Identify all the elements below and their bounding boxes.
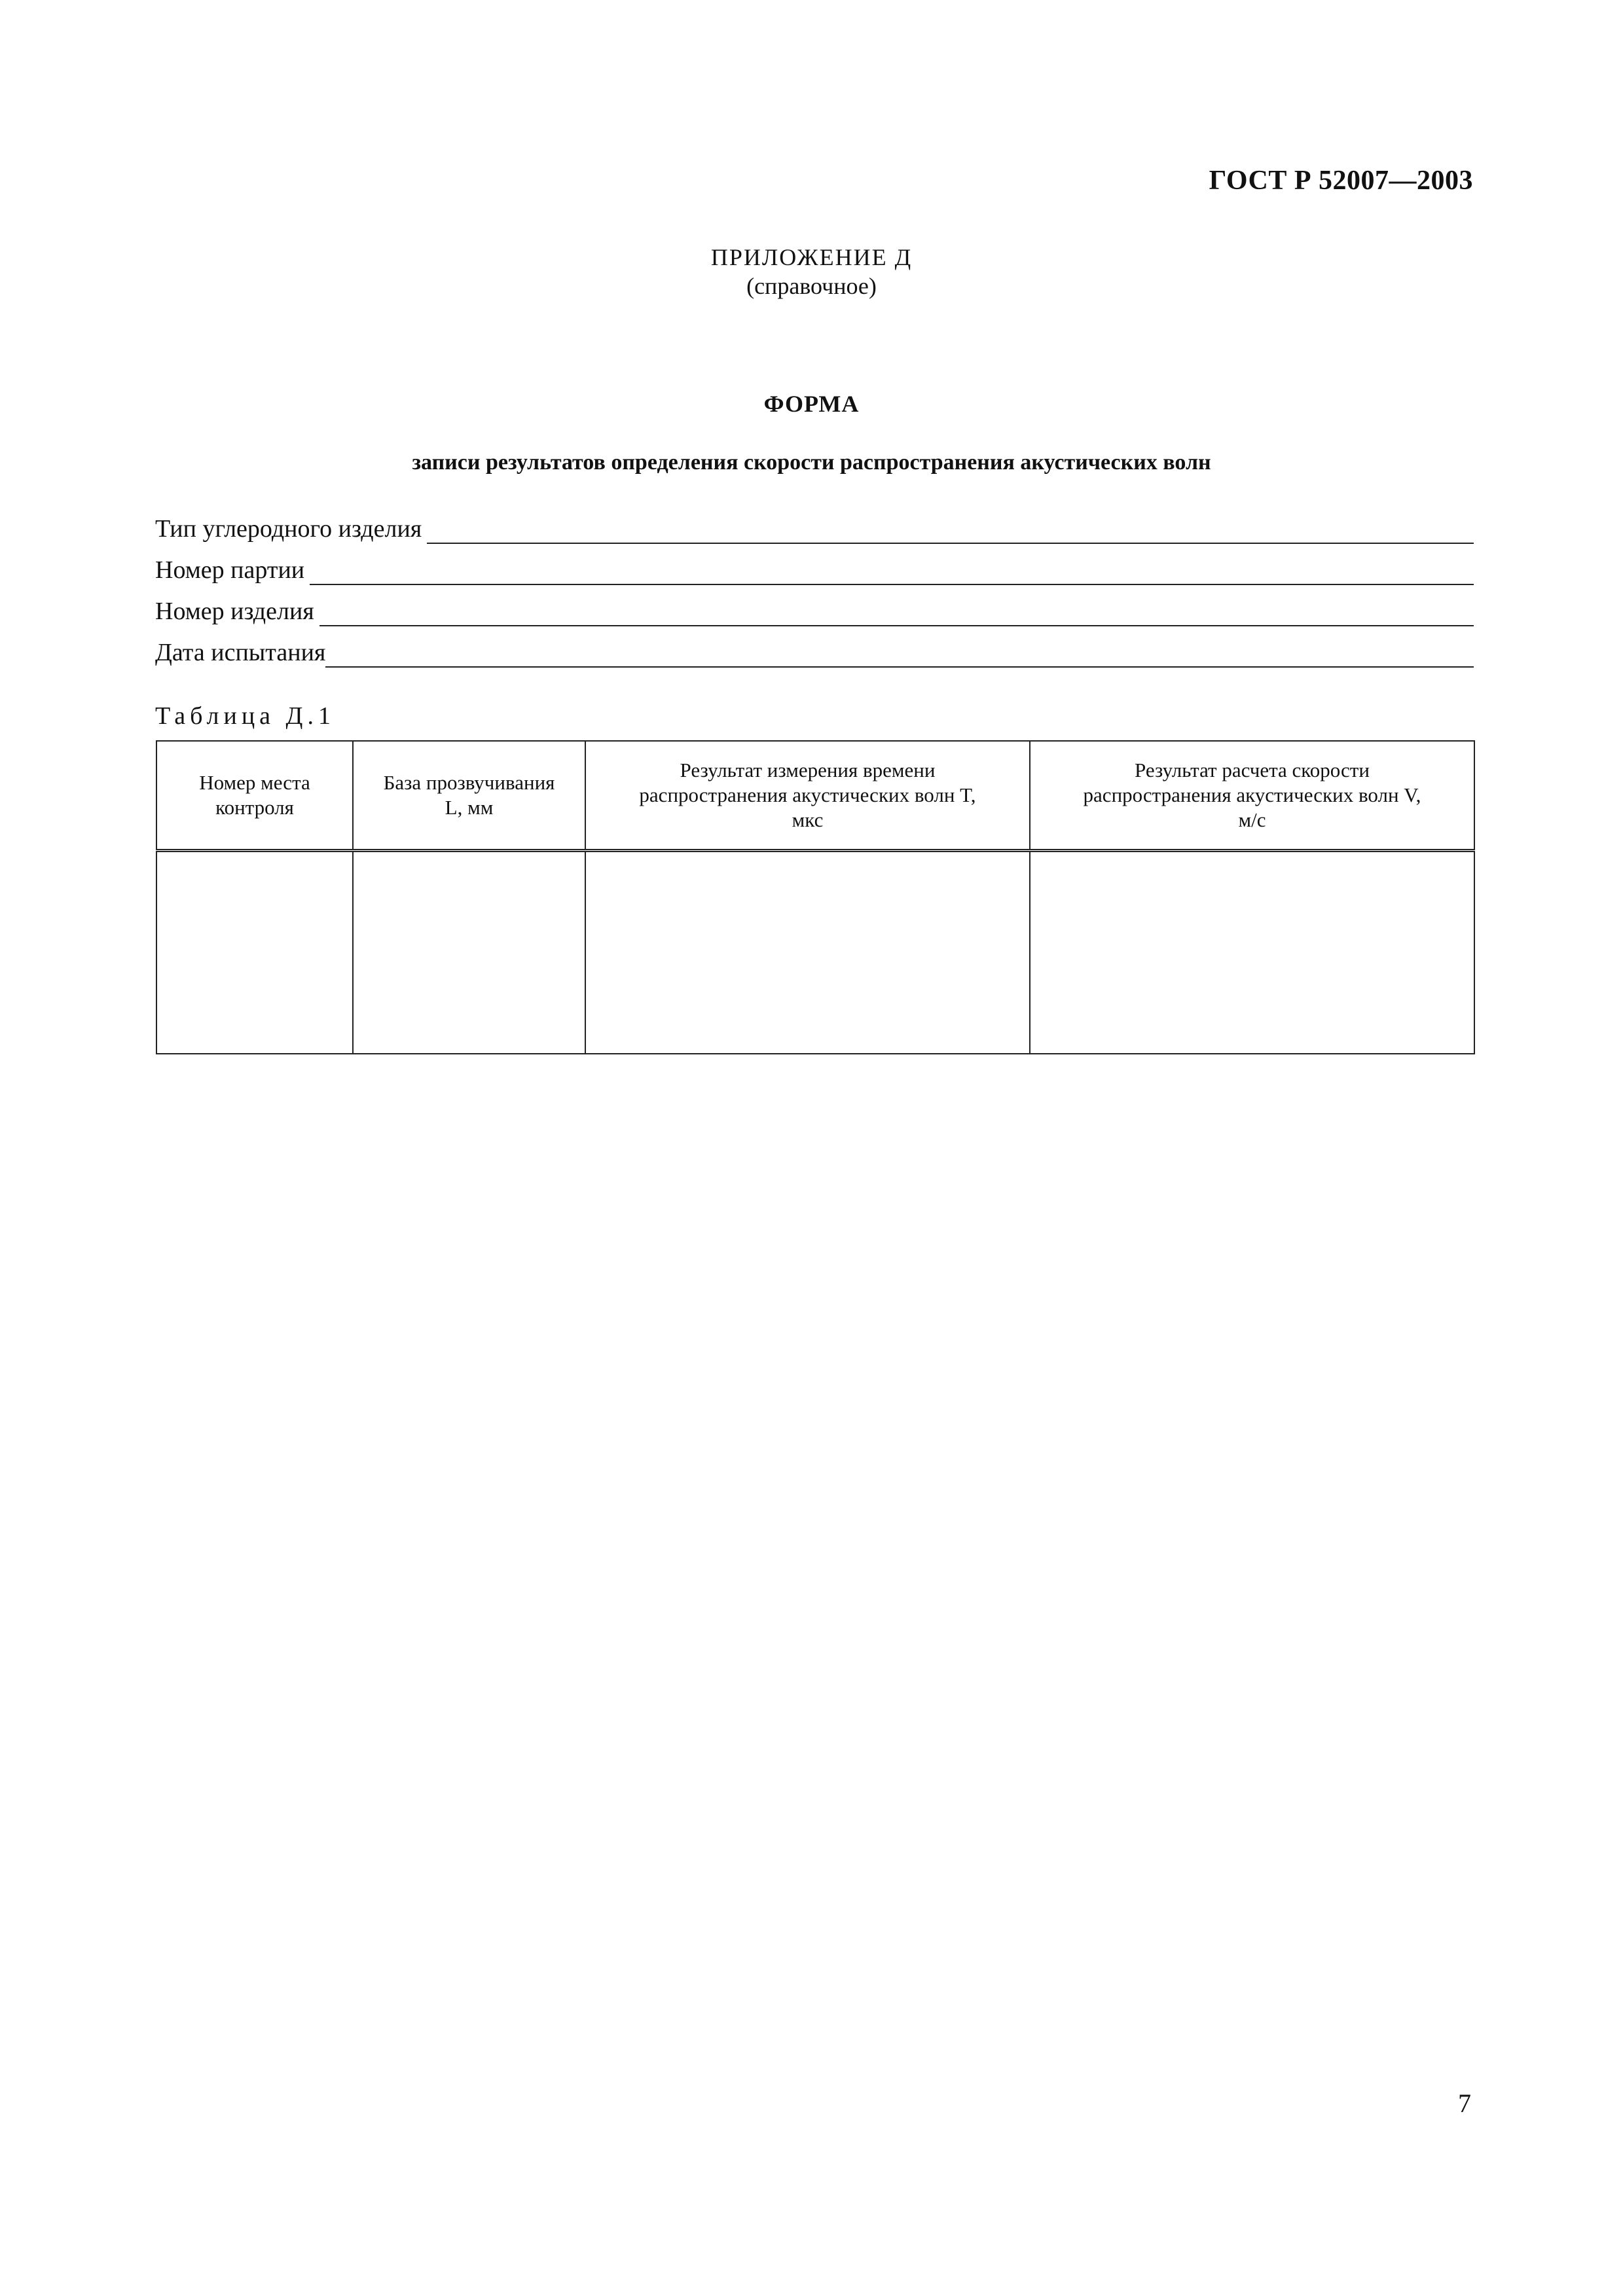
header-base-length-line2: L, мм: [445, 796, 494, 819]
header-velocity-result-line1: Результат расчета скорости: [1135, 759, 1370, 782]
table-header-row: [156, 741, 1474, 851]
field-test-date: [155, 626, 1474, 668]
header-time-result-line1: Результат измерения времени: [680, 759, 936, 782]
page-number: 7: [1458, 2089, 1471, 2118]
table-label: Таблица Д.1: [155, 702, 335, 730]
document-code: ГОСТ Р 52007—2003: [1209, 166, 1473, 196]
product-type-input-line[interactable]: [427, 501, 1474, 544]
test-date-input-line[interactable]: [325, 625, 1474, 668]
form-subtitle: записи результатов определения скорости распространения акустических волн: [412, 450, 1211, 475]
cell-time-result[interactable]: [585, 851, 1030, 1054]
header-time-result-line2: распространения акустических волн T,: [639, 783, 976, 807]
field-label-product-type: Тип углеродного изделия: [155, 515, 422, 543]
results-table: [156, 740, 1475, 1054]
header-control-point: [156, 741, 353, 851]
cell-base-length[interactable]: [353, 851, 585, 1054]
form-title: ФОРМА: [763, 391, 860, 417]
form-fields: [155, 503, 1474, 668]
field-batch-number: [155, 544, 1474, 585]
header-time-result: [585, 741, 1030, 851]
header-control-point-line2: контроля: [215, 796, 294, 819]
header-velocity-result-line2: распространения акустических волн V,: [1083, 783, 1421, 807]
header-velocity-result: [1030, 741, 1474, 851]
batch-number-input-line[interactable]: [310, 543, 1474, 585]
header-control-point-line1: Номер места: [199, 771, 310, 795]
field-item-number: [155, 585, 1474, 626]
item-number-input-line[interactable]: [319, 584, 1474, 626]
cell-velocity-result[interactable]: [1030, 851, 1474, 1054]
field-label-batch-number: Номер партии: [155, 556, 305, 584]
header-time-result-line3: мкс: [792, 808, 824, 831]
field-label-test-date: Дата испытания: [155, 639, 326, 666]
header-base-length-line1: База прозвучивания: [383, 771, 555, 795]
field-label-item-number: Номер изделия: [155, 598, 314, 625]
header-velocity-result-line3: м/с: [1238, 808, 1266, 831]
cell-control-point[interactable]: [156, 851, 353, 1054]
field-product-type: [155, 503, 1474, 544]
appendix-subtitle: (справочное): [746, 273, 877, 299]
appendix-title: ПРИЛОЖЕНИЕ Д: [710, 244, 913, 270]
table-row: [156, 851, 1474, 1054]
header-base-length: [353, 741, 585, 851]
